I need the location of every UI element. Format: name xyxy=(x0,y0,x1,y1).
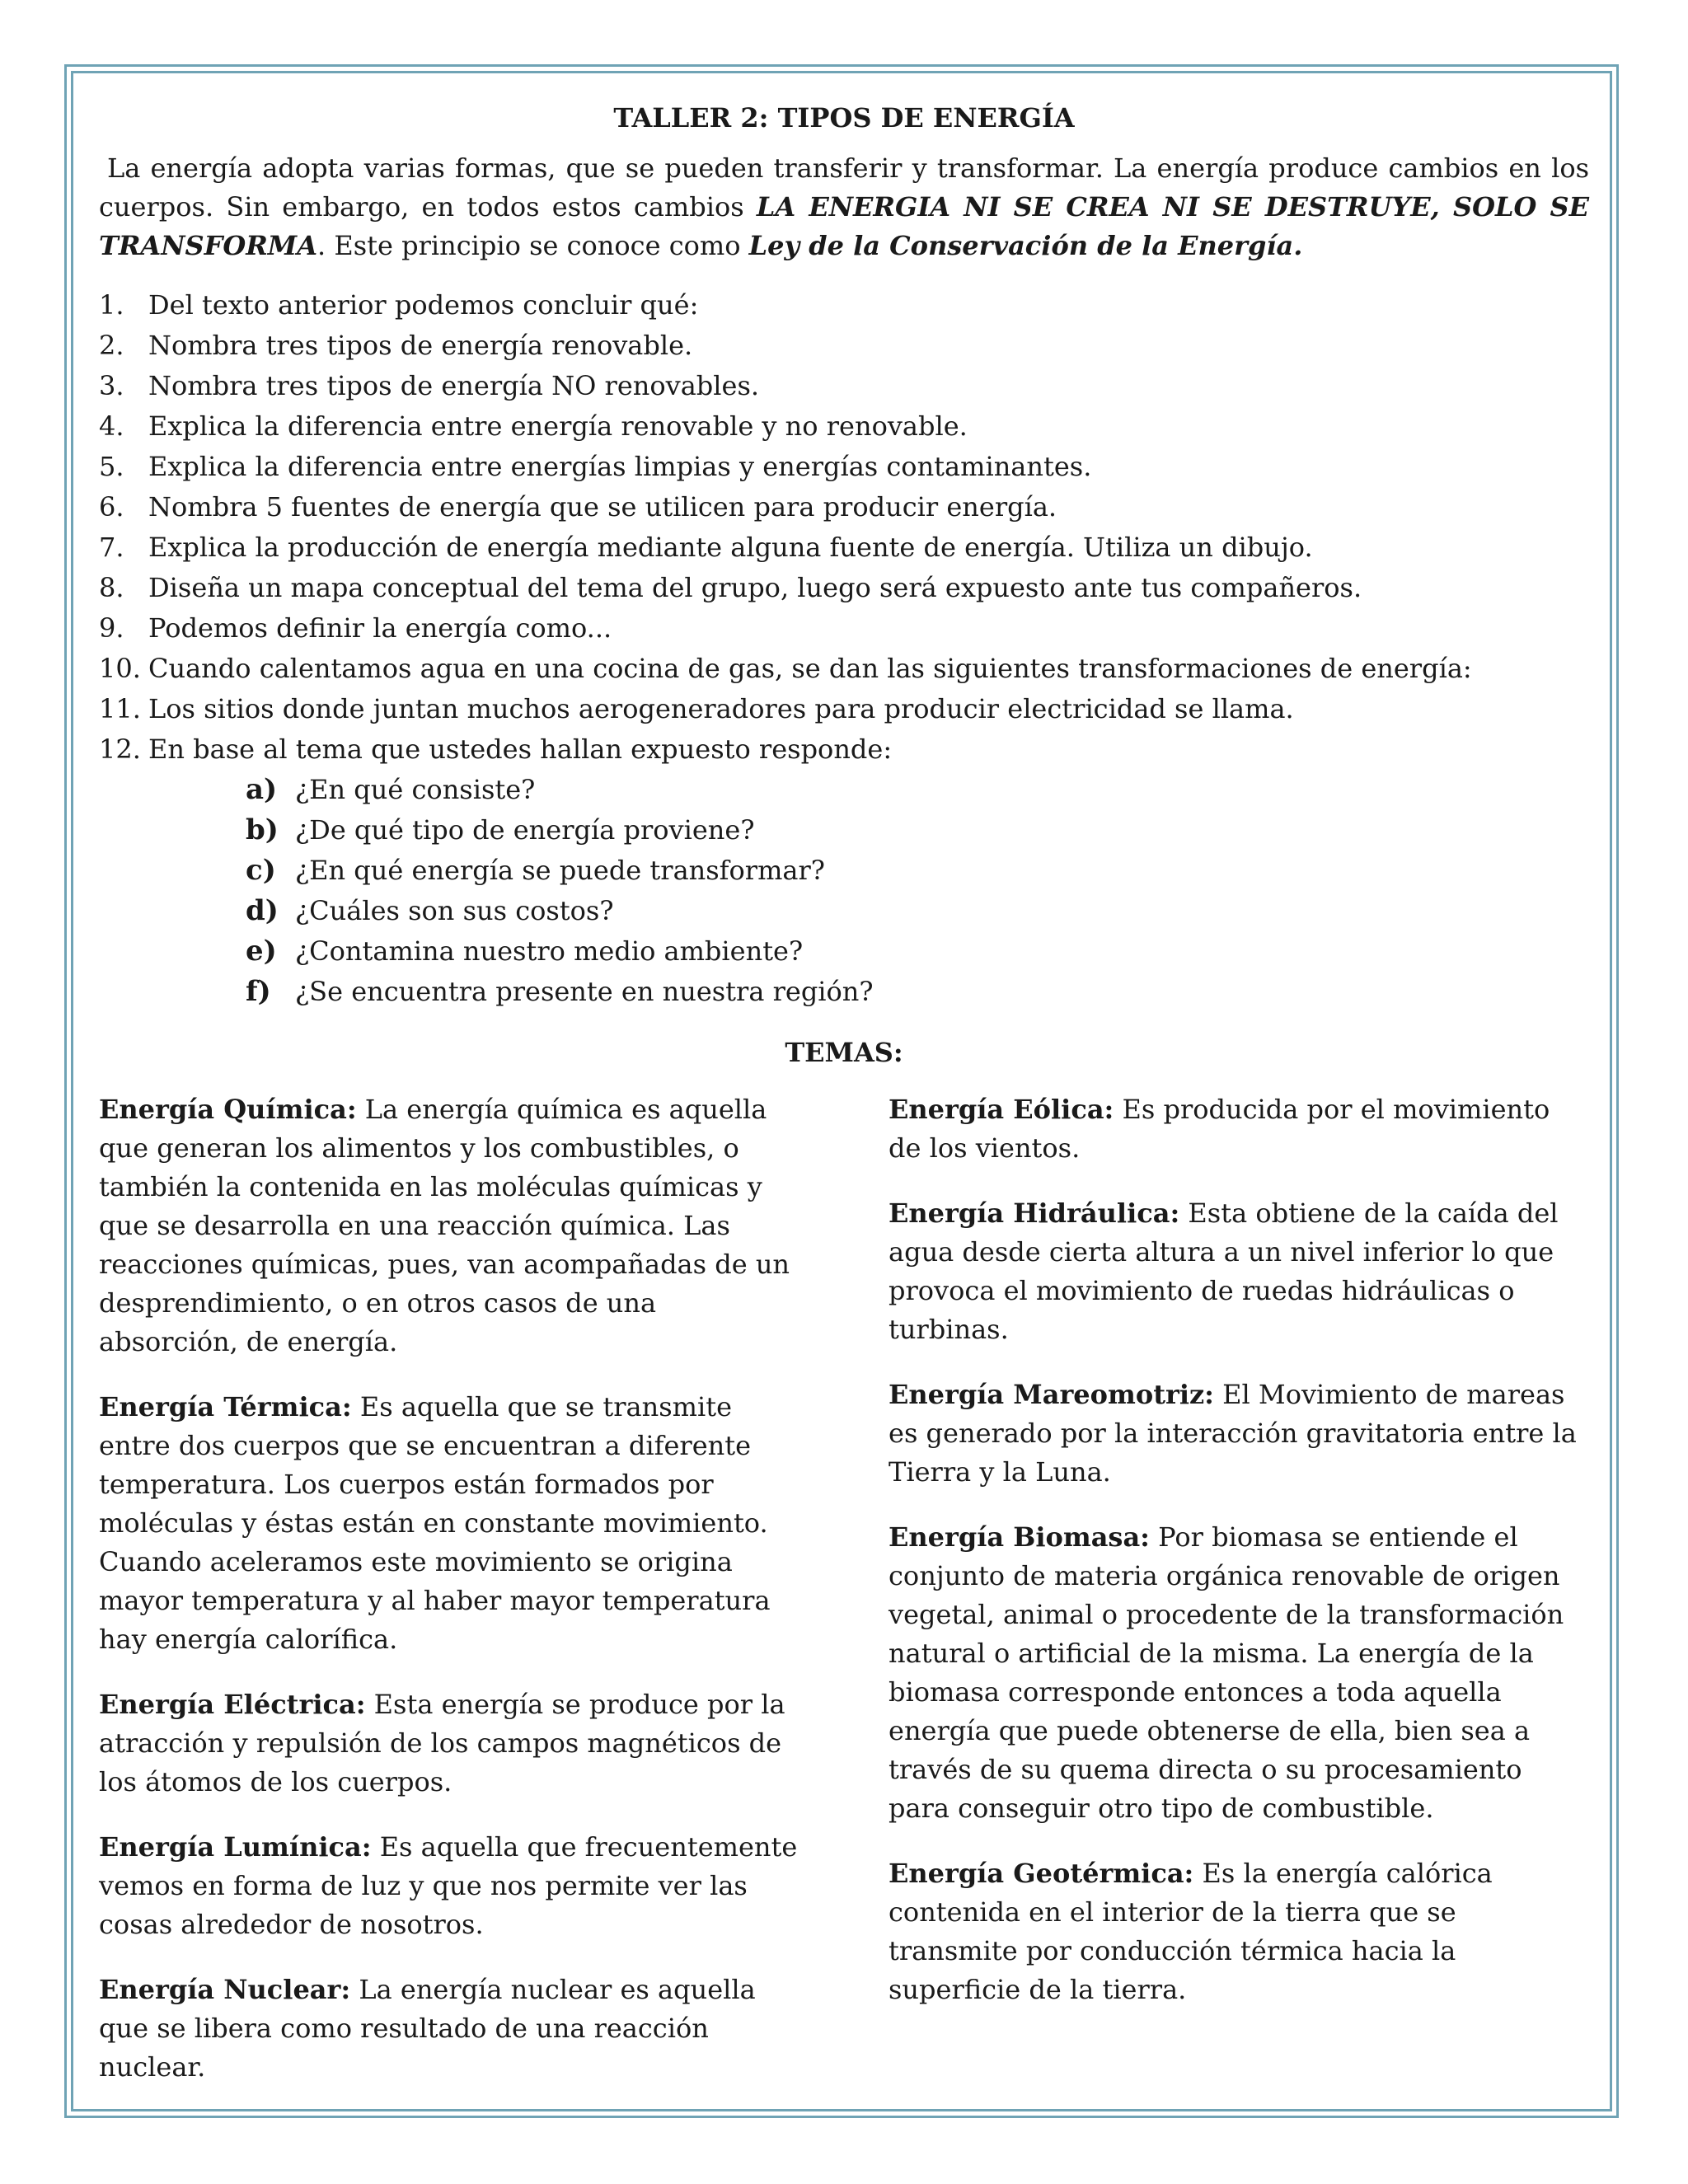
question-item xyxy=(99,649,1589,689)
sub-question-item xyxy=(246,770,1589,810)
intro-text-1: La energía adopta varias formas, que se pueden transferir y transformar. La energía produce cambios en los cuerpos. Sin embargo, en todos estos cambios xyxy=(99,152,1589,223)
question-number: 3. xyxy=(99,370,124,401)
question-item xyxy=(99,568,1589,608)
intro-paragraph xyxy=(99,149,1589,265)
question-text: Podemos definir la energía como... xyxy=(148,612,612,644)
sub-question-letter: c) xyxy=(246,854,276,887)
question-text: En base al tema que ustedes hallan expuesto responde: xyxy=(148,733,893,765)
question-text: Del texto anterior podemos concluir qué: xyxy=(148,289,699,321)
question-list xyxy=(99,285,1589,770)
question-text: Nombra tres tipos de energía NO renovables. xyxy=(148,370,760,401)
question-number: 8. xyxy=(99,572,124,603)
topic-energia-eolica xyxy=(889,1090,1589,1168)
question-text: Nombra 5 fuentes de energía que se utilicen para producir energía. xyxy=(148,491,1057,523)
question-item xyxy=(99,366,1589,406)
question-number: 10. xyxy=(99,653,141,684)
topic-heading: Energía Hidráulica: xyxy=(889,1197,1180,1229)
question-number: 9. xyxy=(99,612,124,644)
sub-question-letter: d) xyxy=(246,894,279,927)
question-item xyxy=(99,729,1589,770)
topic-heading: Energía Mareomotriz: xyxy=(889,1379,1214,1410)
question-text: Explica la producción de energía mediante alguna fuente de energía. Utiliza un dibujo. xyxy=(148,532,1313,563)
document-body xyxy=(99,99,1589,2113)
question-text: Explica la diferencia entre energías limpias y energías contaminantes. xyxy=(148,451,1092,482)
topic-heading: Energía Nuclear: xyxy=(99,1974,351,2005)
question-text: Cuando calentamos agua en una cocina de gas, se dan las siguientes transformaciones de energía: xyxy=(148,653,1472,684)
topics-left-column xyxy=(99,1090,799,2113)
topic-energia-quimica xyxy=(99,1090,799,1361)
topic-heading: Energía Eólica: xyxy=(889,1094,1114,1125)
sub-question-item xyxy=(246,851,1589,891)
question-number: 6. xyxy=(99,491,124,523)
topic-energia-biomasa xyxy=(889,1518,1589,1828)
question-number: 1. xyxy=(99,289,124,321)
topic-body: El Movimiento de mareas es generado por la interacción gravitatoria entre la Tierra y la Luna. xyxy=(889,1379,1577,1488)
question-text: Nombra tres tipos de energía renovable. xyxy=(148,330,693,361)
question-number: 2. xyxy=(99,330,124,361)
question-text: Diseña un mapa conceptual del tema del grupo, luego será expuesto ante tus compañeros. xyxy=(148,572,1362,603)
topic-energia-hidraulica xyxy=(889,1194,1589,1349)
intro-emphasis-law: Ley de la Conservación de la Energía. xyxy=(748,230,1303,261)
question-item xyxy=(99,689,1589,729)
topic-energia-nuclear xyxy=(99,1971,799,2087)
topic-body: Es producida por el movimiento de los vientos. xyxy=(889,1094,1550,1164)
sub-question-item xyxy=(246,972,1589,1012)
sub-question-text: ¿Se encuentra presente en nuestra región? xyxy=(295,976,874,1007)
question-item xyxy=(99,447,1589,487)
sub-question-text: ¿En qué energía se puede transformar? xyxy=(295,855,825,886)
question-item xyxy=(99,326,1589,366)
topics-columns xyxy=(99,1090,1589,2113)
question-text: Los sitios donde juntan muchos aerogeneradores para producir electricidad se llama. xyxy=(148,693,1294,724)
topic-body: La energía nuclear es aquella que se libera como resultado de una reacción nuclear. xyxy=(99,1974,756,2083)
topic-heading: Energía Térmica: xyxy=(99,1391,352,1422)
question-number: 7. xyxy=(99,532,124,563)
sub-question-item xyxy=(246,891,1589,931)
topic-energia-termica xyxy=(99,1388,799,1659)
question-number: 11. xyxy=(99,693,141,724)
sub-question-text: ¿En qué consiste? xyxy=(295,774,536,805)
topic-energia-mareomotriz xyxy=(889,1376,1589,1492)
sub-question-letter: a) xyxy=(246,773,278,806)
topic-energia-geotermica xyxy=(889,1854,1589,2009)
topic-body: La energía química es aquella que generan los alimentos y los combustibles, o también la contenida en las moléculas químicas y que se desarrolla en una reacción química. Las reacciones químicas, pues, van acompañadas de un desprendimiento, o en otros casos de una absorción, de energía. xyxy=(99,1094,790,1357)
intro-text-2: . Este principio se conoce como xyxy=(317,230,749,261)
sub-question-text: ¿Cuáles son sus costos? xyxy=(295,895,614,926)
question-number: 5. xyxy=(99,451,124,482)
sub-question-letter: e) xyxy=(246,935,277,968)
sub-question-letter: b) xyxy=(246,813,279,846)
question-item xyxy=(99,608,1589,649)
question-item xyxy=(99,487,1589,527)
sub-question-text: ¿Contamina nuestro medio ambiente? xyxy=(295,935,804,967)
temas-heading: TEMAS: xyxy=(785,1037,903,1068)
sub-question-letter: f) xyxy=(246,975,271,1008)
topics-right-column xyxy=(889,1090,1589,2113)
sub-question-list xyxy=(99,770,1589,1012)
sub-question-text: ¿De qué tipo de energía proviene? xyxy=(295,814,755,846)
question-item xyxy=(99,527,1589,568)
page-title: TALLER 2: TIPOS DE ENERGÍA xyxy=(613,102,1075,134)
sub-question-item xyxy=(246,931,1589,972)
topic-body: Es la energía calórica contenida en el interior de la tierra que se transmite por conducción térmica hacia la superficie de la tierra. xyxy=(889,1858,1493,2005)
question-number: 4. xyxy=(99,410,124,442)
question-item xyxy=(99,285,1589,326)
topic-heading: Energía Química: xyxy=(99,1094,357,1125)
question-text: Explica la diferencia entre energía renovable y no renovable. xyxy=(148,410,968,442)
sub-question-item xyxy=(246,810,1589,851)
question-number: 12. xyxy=(99,733,141,765)
question-item xyxy=(99,406,1589,447)
topic-energia-electrica xyxy=(99,1685,799,1802)
topic-body: Esta energía se produce por la atracción y repulsión de los campos magnéticos de los átomos de los cuerpos. xyxy=(99,1689,785,1797)
topic-heading: Energía Biomasa: xyxy=(889,1521,1150,1553)
topic-body: Es aquella que frecuentemente vemos en forma de luz y que nos permite ver las cosas alrededor de nosotros. xyxy=(99,1831,798,1940)
topic-body: Esta obtiene de la caída del agua desde cierta altura a un nivel inferior lo que provoca el movimiento de ruedas hidráulicas o turbinas. xyxy=(889,1197,1559,1345)
topic-body: Es aquella que se transmite entre dos cuerpos que se encuentran a diferente temperatura. Los cuerpos están formados por moléculas y éstas están en constante movimiento. Cuando aceleramos este movimiento se origina mayor temperatura y al haber mayor temperatura hay energía calorífica. xyxy=(99,1391,771,1655)
topic-heading: Energía Lumínica: xyxy=(99,1831,372,1863)
intro-emphasis-principle: LA ENERGIA NI SE CREA NI SE DESTRUYE, SOLO SE TRANSFORMA xyxy=(99,191,1589,261)
topic-body: Por biomasa se entiende el conjunto de materia orgánica renovable de origen vegetal, animal o procedente de la transformación natural o artificial de la misma. La energía de la biomasa corresponde entonces a toda aquella energía que puede obtenerse de ella, bien sea a través de su quema directa o su procesamiento para conseguir otro tipo de combustible. xyxy=(889,1521,1564,1824)
topic-energia-luminica xyxy=(99,1828,799,1944)
topic-heading: Energía Geotérmica: xyxy=(889,1858,1194,1889)
topic-heading: Energía Eléctrica: xyxy=(99,1689,366,1720)
